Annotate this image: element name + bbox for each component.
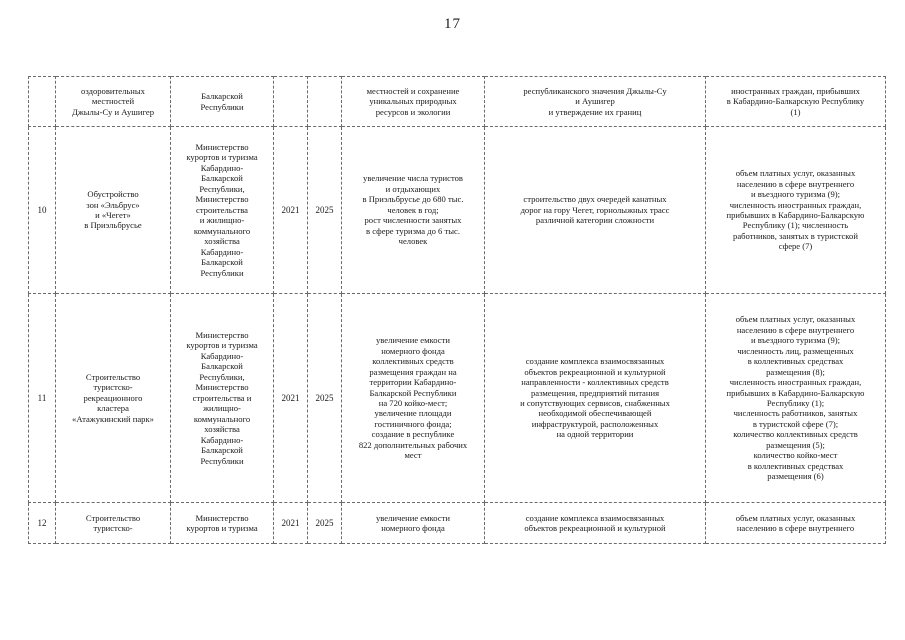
expected-effect-cell: увеличение емкости номерного фонда (342, 503, 485, 544)
table-row (29, 127, 886, 294)
indicators-cell: объем платных услуг, оказанных населению в сфере внутреннего и въездного туризма (9); численность лиц, размещенных в коллективных средствах размещения (8); численность иностранных граждан, прибывших в Кабардино-Балкарскую Республику (1); численность работников, занятых в туристской сфере (7); количество коллективных средств размещения (5); количество койко-мест в коллективных средствах размещения (6) (706, 294, 886, 503)
expected-effect-cell: увеличение числа туристов и отдыхающих в Приэльбрусье до 680 тыс. человек в год; рост численности занятых в сфере туризма до 6 тыс. человек (342, 127, 485, 294)
row-number-cell: 11 (29, 294, 56, 503)
expected-effect-cell: местностей и сохранение уникальных природных ресурсов и экологии (342, 77, 485, 127)
row-number-cell (29, 77, 56, 127)
indicators-cell: объем платных услуг, оказанных населению в сфере внутреннего и въездного туризма (9); численность иностранных граждан, прибывших в Кабардино-Балкарскую Республику (1); численность работников, занятых в туристской сфере (7) (706, 127, 886, 294)
executor-cell: Министерство курортов и туризма Кабардино- Балкарской Республики, Министерство строительства и жилищно- коммунального хозяйства Кабардино- Балкарской Республики (171, 294, 274, 503)
activity-cell: строительство двух очередей канатных дорог на гору Чегет, горнолыжных трасс различной категории сложности (485, 127, 706, 294)
object-name-cell: Строительство туристско- рекреационного кластера «Атажукинский парк» (56, 294, 171, 503)
end-year-cell: 2025 (308, 294, 342, 503)
end-year-cell: 2025 (308, 503, 342, 544)
start-year-cell (274, 77, 308, 127)
start-year-cell: 2021 (274, 127, 308, 294)
end-year-cell (308, 77, 342, 127)
program-table (28, 76, 886, 544)
table-row (29, 77, 886, 127)
object-name-cell: Строительство туристско- (56, 503, 171, 544)
object-name-cell: Обустройство зон «Эльбрус» и «Чегет» в Приэльбрусье (56, 127, 171, 294)
executor-cell: Министерство курортов и туризма Кабардино- Балкарской Республики, Министерство строительства и жилищно- коммунального хозяйства Кабардино- Балкарской Республики (171, 127, 274, 294)
activity-cell: создание комплекса взаимосвязанных объектов рекреационной и культурной направленности - коллективных средств размещения, предприятий питания и сопутствующих сервисов, снабженных необходимой обеспечивающей инфраструктурой, расположенных на одной территории (485, 294, 706, 503)
activity-cell: республиканского значения Джылы-Су и Аушигер и утверждение их границ (485, 77, 706, 127)
executor-cell: Балкарской Республики (171, 77, 274, 127)
start-year-cell: 2021 (274, 294, 308, 503)
table-row (29, 503, 886, 544)
activity-cell: создание комплекса взаимосвязанных объектов рекреационной и культурной (485, 503, 706, 544)
indicators-cell: объем платных услуг, оказанных населению в сфере внутреннего (706, 503, 886, 544)
table-row (29, 294, 886, 503)
executor-cell: Министерство курортов и туризма (171, 503, 274, 544)
start-year-cell: 2021 (274, 503, 308, 544)
indicators-cell: иностранных граждан, прибывших в Кабардино-Балкарскую Республику (1) (706, 77, 886, 127)
end-year-cell: 2025 (308, 127, 342, 294)
object-name-cell: оздоровительных местностей Джылы-Су и Аушигер (56, 77, 171, 127)
page-number: 17 (444, 16, 461, 32)
row-number-cell: 12 (29, 503, 56, 544)
expected-effect-cell: увеличение емкости номерного фонда коллективных средств размещения граждан на территории Кабардино- Балкарской Республики на 720 койко-мест; увеличение площади гостиничного фонда; создание в республике 822 дополнительных рабочих мест (342, 294, 485, 503)
row-number-cell: 10 (29, 127, 56, 294)
